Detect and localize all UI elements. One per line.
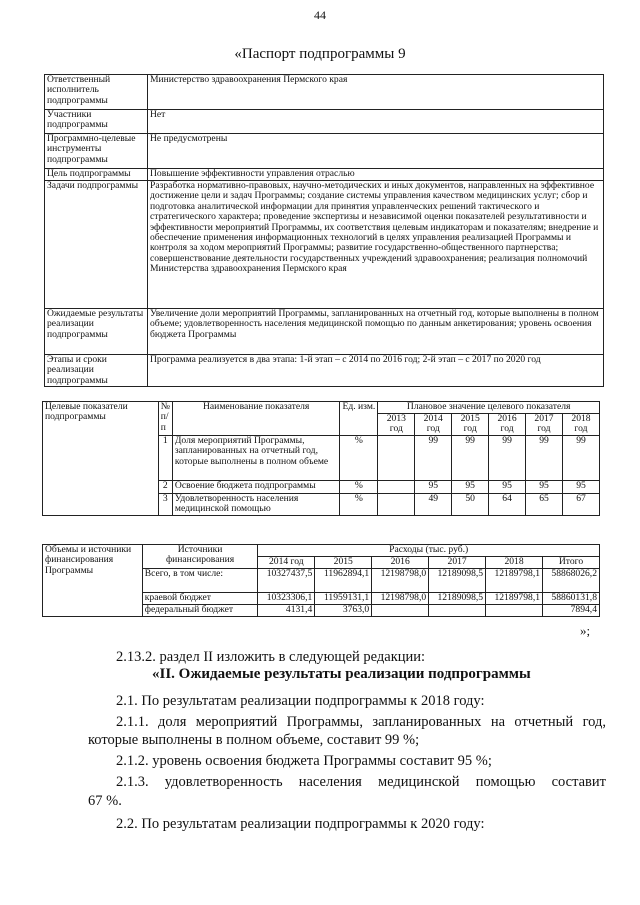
col-source-header: Источники финансирования bbox=[142, 545, 258, 569]
row-label: Ответственный исполнитель подпрограммы bbox=[45, 75, 148, 110]
row-value: 58868026,2 bbox=[543, 569, 600, 593]
row-value: 99 bbox=[415, 436, 452, 481]
row-value: Министерство здравоохранения Пермского края bbox=[148, 75, 604, 110]
row-value: 12189798,1 bbox=[486, 593, 543, 605]
targets-section-label: Целевые показатели подпрограммы bbox=[43, 402, 159, 516]
row-value: 95 bbox=[452, 481, 489, 494]
row-label: Участники подпрограммы bbox=[45, 110, 148, 134]
row-value: 99 bbox=[452, 436, 489, 481]
row-name: Освоение бюджета подпрограммы bbox=[172, 481, 340, 494]
row-value: 12189098,5 bbox=[429, 569, 486, 593]
row-value: Не предусмотрены bbox=[148, 134, 604, 169]
table-row bbox=[45, 110, 604, 134]
row-source: федеральный бюджет bbox=[142, 605, 258, 617]
row-label: Этапы и сроки реализации подпрограммы bbox=[45, 355, 148, 387]
col-num-header: № п/п bbox=[158, 402, 172, 436]
row-label: Задачи подпрограммы bbox=[45, 181, 148, 309]
row-value: 11962894,1 bbox=[315, 569, 372, 593]
row-source: Всего, в том числе: bbox=[142, 569, 258, 593]
row-value: Увеличение доли мероприятий Программы, запланированных на отчетный год, которые выполнены в полном объеме; удовлетворенность населения медицинской помощью по данным анкетирования; уровень освоения бюджета Программы bbox=[148, 309, 604, 355]
row-value: 95 bbox=[526, 481, 563, 494]
row-label: Цель подпрограммы bbox=[45, 169, 148, 181]
paragraph: которые выполнены в полном объеме, составит 99 %; bbox=[88, 732, 420, 748]
row-value: 64 bbox=[489, 494, 526, 516]
row-num: 1 bbox=[158, 436, 172, 481]
finance-section-label: Объемы и источники финансирования Программы bbox=[43, 545, 143, 617]
row-value bbox=[378, 494, 415, 516]
row-value: 95 bbox=[415, 481, 452, 494]
row-value bbox=[429, 605, 486, 617]
row-value: 12189798,1 bbox=[486, 569, 543, 593]
row-value: Повышение эффективности управления отраслью bbox=[148, 169, 604, 181]
year-header: 2013 год bbox=[378, 414, 415, 436]
row-name: Доля мероприятий Программы, запланированных на отчетный год, которые выполнены в полном объеме bbox=[172, 436, 340, 481]
row-value: 65 bbox=[526, 494, 563, 516]
year-header: 2018 год bbox=[562, 414, 599, 436]
row-value: 95 bbox=[489, 481, 526, 494]
row-value: 99 bbox=[562, 436, 599, 481]
row-value: 11959131,1 bbox=[315, 593, 372, 605]
finance-table bbox=[42, 544, 600, 617]
row-value: 50 bbox=[452, 494, 489, 516]
row-value: 49 bbox=[415, 494, 452, 516]
closing-mark: »; bbox=[580, 623, 591, 638]
passport-table bbox=[44, 74, 604, 387]
table-row bbox=[45, 309, 604, 355]
year-header: 2018 bbox=[486, 557, 543, 569]
row-unit: % bbox=[340, 436, 378, 481]
paragraph: 2.1.1. доля мероприятий Программы, запланированных на отчетный год, bbox=[116, 714, 606, 730]
row-unit: % bbox=[340, 494, 378, 516]
table-row bbox=[43, 402, 600, 414]
year-header: 2016 bbox=[372, 557, 429, 569]
row-value: 10323306,1 bbox=[258, 593, 315, 605]
passport-title: «Паспорт подпрограммы 9 bbox=[234, 46, 406, 62]
year-header: 2016 год bbox=[489, 414, 526, 436]
year-header: 2014 год bbox=[415, 414, 452, 436]
row-value bbox=[486, 605, 543, 617]
row-value: 12189098,5 bbox=[429, 593, 486, 605]
row-value: Программа реализуется в два этапа: 1-й этап – с 2014 по 2016 год; 2-й этап – с 2017 по 2020 год bbox=[148, 355, 604, 387]
page-number: 44 bbox=[314, 8, 326, 22]
table-row bbox=[45, 169, 604, 181]
col-unit-header: Ед. изм. bbox=[340, 402, 378, 436]
row-label: Программно-целевые инструменты подпрограммы bbox=[45, 134, 148, 169]
col-name-header: Наименование показателя bbox=[172, 402, 340, 436]
row-value: 67 bbox=[562, 494, 599, 516]
paragraph: 2.1.2. уровень освоения бюджета Программы составит 95 %; bbox=[116, 753, 492, 769]
table-row bbox=[45, 355, 604, 387]
table-row bbox=[45, 181, 604, 309]
row-value: 58860131,8 bbox=[543, 593, 600, 605]
col-plan-header: Плановое значение целевого показателя bbox=[378, 402, 600, 414]
row-value: 3763,0 bbox=[315, 605, 372, 617]
row-value: 99 bbox=[526, 436, 563, 481]
row-num: 3 bbox=[158, 494, 172, 516]
section-heading: «II. Ожидаемые результаты реализации подпрограммы bbox=[152, 666, 531, 682]
year-header: 2017 bbox=[429, 557, 486, 569]
row-source: краевой бюджет bbox=[142, 593, 258, 605]
row-value bbox=[378, 436, 415, 481]
paragraph: 2.1. По результатам реализации подпрограммы к 2018 году: bbox=[116, 693, 485, 709]
row-value: 12198798,0 bbox=[372, 569, 429, 593]
row-value: 4131,4 bbox=[258, 605, 315, 617]
table-row bbox=[45, 75, 604, 110]
table-row bbox=[45, 134, 604, 169]
row-value: Нет bbox=[148, 110, 604, 134]
paragraph: 2.1.3. удовлетворенность населения медицинской помощью составит bbox=[116, 774, 606, 790]
targets-table bbox=[42, 401, 600, 516]
row-value: 10327437,5 bbox=[258, 569, 315, 593]
paragraph: 67 %. bbox=[88, 793, 122, 809]
row-label: Ожидаемые результаты реализации подпрограммы bbox=[45, 309, 148, 355]
year-header: 2015 bbox=[315, 557, 372, 569]
row-value: Разработка нормативно-правовых, научно-методических и иных документов, направленных на эффективное достижение цели и задач Программы; создание системы управления качеством медицинских услуг; сбор и подготовка аналитической информации для принятия управленческих решений тактического и стратегического характера; проведение экспертизы и независимой оценки показателей результативности и эффективности мероприятий Программы, их соответствия целевым индикаторам и показателям; внедрение и обеспечение применения информационных технологий в целях управления реализацией Программы и контроля за ходом мероприятий Программы; развитие государственно-общественного партнерства; совершенствование деятельности государственных учреждений здравоохранения; реализация полномочий Министерства здравоохранения Пермского края bbox=[148, 181, 604, 309]
year-header: Итого bbox=[543, 557, 600, 569]
row-value bbox=[372, 605, 429, 617]
paragraph: 2.2. По результатам реализации подпрограммы к 2020 году: bbox=[116, 816, 485, 832]
year-header: 2015 год bbox=[452, 414, 489, 436]
paragraph: 2.13.2. раздел II изложить в следующей редакции: bbox=[116, 649, 426, 665]
row-unit: % bbox=[340, 481, 378, 494]
row-name: Удовлетворенность населения медицинской помощью bbox=[172, 494, 340, 516]
year-header: 2017 год bbox=[526, 414, 563, 436]
row-num: 2 bbox=[158, 481, 172, 494]
col-expenses-header: Расходы (тыс. руб.) bbox=[258, 545, 600, 557]
year-header: 2014 год bbox=[258, 557, 315, 569]
row-value bbox=[378, 481, 415, 494]
row-value: 95 bbox=[562, 481, 599, 494]
row-value: 12198798,0 bbox=[372, 593, 429, 605]
row-value: 7894,4 bbox=[543, 605, 600, 617]
row-value: 99 bbox=[489, 436, 526, 481]
table-row bbox=[43, 545, 600, 557]
